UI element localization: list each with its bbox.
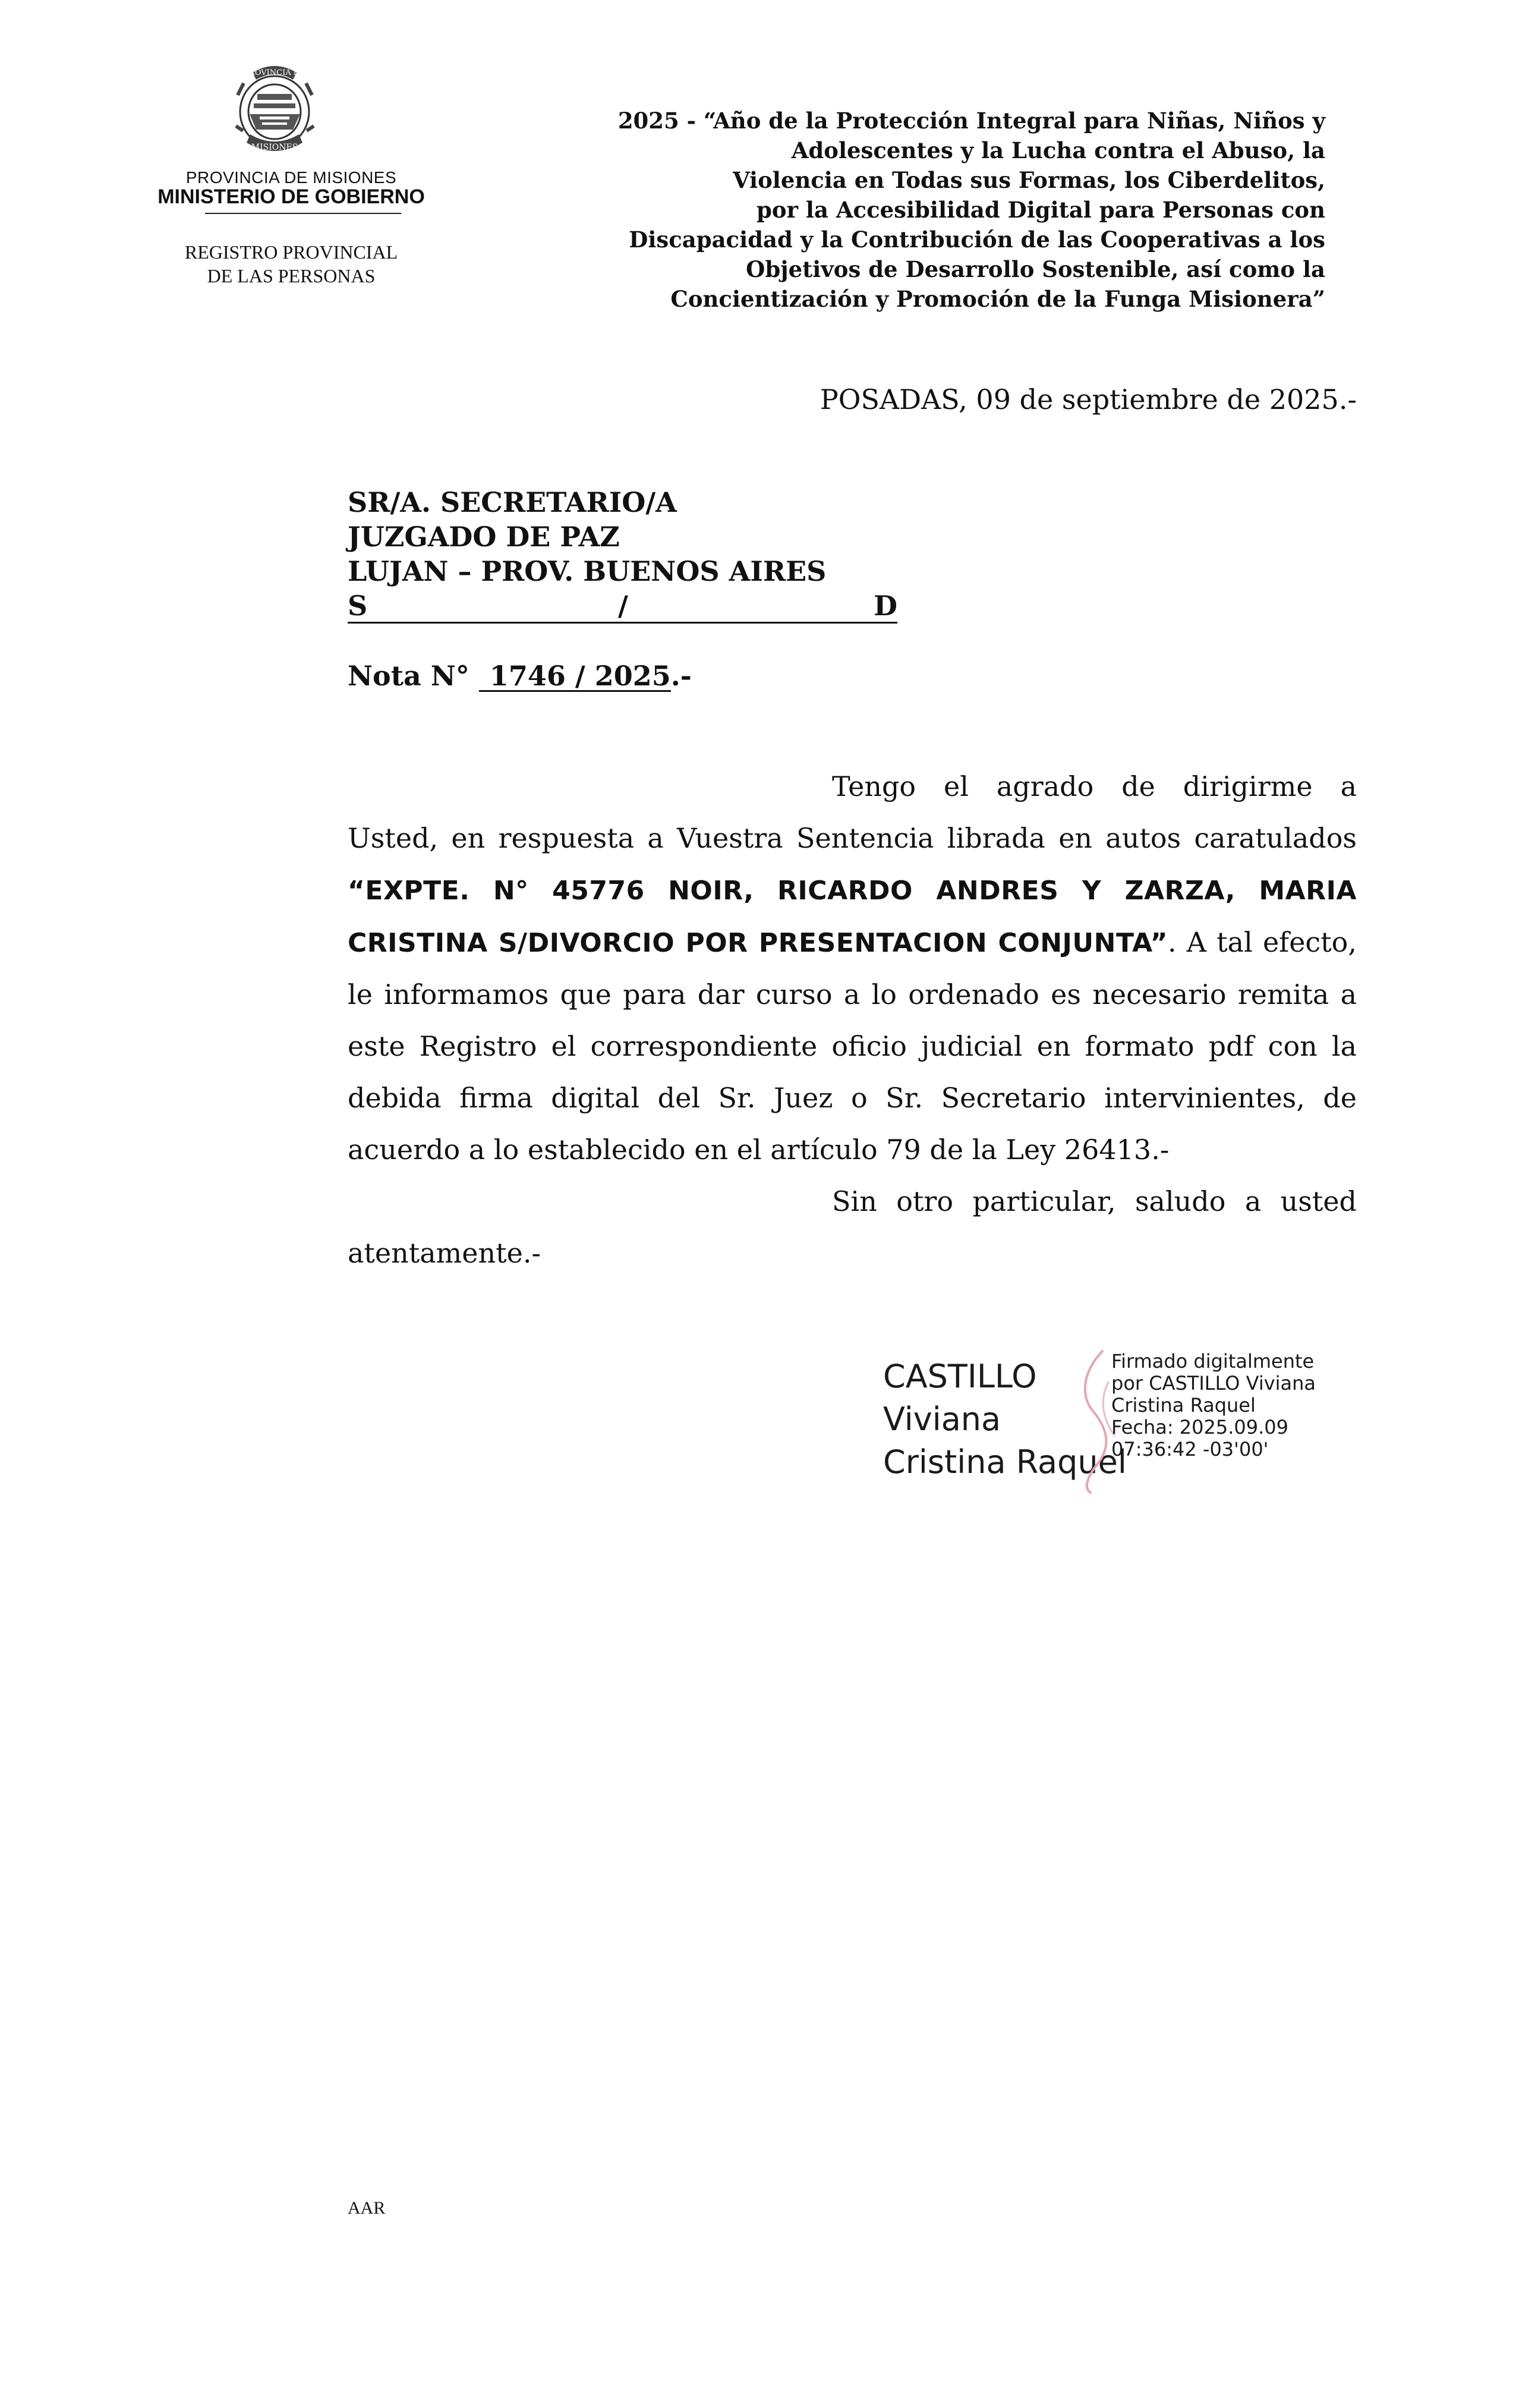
- motto-line: Objetivos de Desarrollo Sostenible, así como la: [746, 256, 1325, 282]
- seal-bottom-text: MISIONES: [251, 143, 298, 152]
- seal-top-text: PROVINCIA DE: [244, 68, 305, 77]
- sig-info-date: Fecha: 2025.09.09: [1111, 1416, 1288, 1438]
- sig-info-time: 07:36:42 -03'00': [1111, 1438, 1269, 1460]
- note-suffix: .-: [670, 660, 692, 692]
- year-motto: [535, 106, 1325, 314]
- motto-line: Concientización y Promoción de la Funga Misionera”: [670, 286, 1325, 312]
- addressee-location: LUJAN – PROV. BUENOS AIRES: [348, 555, 827, 587]
- typist-initials: AAR: [348, 2198, 386, 2218]
- su-despacho-line: [348, 590, 897, 624]
- motto-line: Discapacidad y la Contribución de las Cooperativas a los: [629, 226, 1325, 253]
- letterhead-ministry: MINISTERIO DE GOBIERNO: [157, 185, 425, 208]
- body-intro: Tengo el agrado de dirigirme a Usted, en respuesta a Vuestra Sentencia librada en autos caratulados: [348, 770, 1357, 854]
- case-title: “EXPTE. N° 45776 NOIR, RICARDO ANDRES Y ZARZA, MARIA CRISTINA S/DIVORCIO POR PRESENTACION CONJUNTA”: [348, 876, 1357, 958]
- digital-signature-details: [1111, 1351, 1316, 1460]
- addressee-title: SR/A. SECRETARIO/A: [348, 486, 677, 518]
- signer-surname: CASTILLO: [883, 1358, 1037, 1395]
- signer-first-name: Viviana: [883, 1400, 1001, 1438]
- sig-info-line: Cristina Raquel: [1111, 1394, 1256, 1417]
- place-date: POSADAS, 09 de septiembre de 2025.-: [820, 383, 1357, 416]
- note-number: 1746 / 2025: [479, 662, 671, 692]
- sd-s: S: [348, 590, 368, 622]
- body-request: . A tal efecto, le informamos que para dar curso a lo ordenado es necesario remita a este Registro el correspondiente oficio judicial en formato pdf con la debida firma digital del Sr. Juez o Sr. Secretario intervinientes, de acuerdo a lo establecido en el artículo 79 de la Ley 26413.-: [348, 926, 1357, 1166]
- provincial-seal-logo: [223, 59, 327, 160]
- sig-info-line: por CASTILLO Viviana: [1111, 1372, 1316, 1395]
- motto-line: por la Accesibilidad Digital para Personas con: [757, 197, 1325, 223]
- body-paragraph: [348, 761, 1357, 1176]
- addressee-court: JUZGADO DE PAZ: [348, 521, 620, 553]
- motto-line: Violencia en Todas sus Formas, los Ciberdelitos,: [732, 167, 1325, 193]
- signer-middle-names: Cristina Raquel: [883, 1443, 1127, 1481]
- note-label: Nota N°: [348, 660, 469, 692]
- sd-d: D: [874, 590, 897, 622]
- letterhead-province: PROVINCIA DE MISIONES: [185, 168, 397, 187]
- closing-paragraph: Sin otro particular, saludo a usted atentamente.-: [348, 1185, 1357, 1269]
- note-reference: [348, 660, 692, 692]
- sig-info-line: Firmado digitalmente: [1111, 1350, 1315, 1373]
- letterhead-registry-persons: DE LAS PERSONAS: [207, 265, 376, 287]
- letterhead-registry: REGISTRO PROVINCIAL: [184, 241, 398, 263]
- letterhead-divider: [205, 213, 401, 214]
- sd-slash: /: [618, 590, 628, 622]
- motto-line: 2025 - “Año de la Protección Integral para Niñas, Niños y: [617, 108, 1325, 134]
- motto-line: Adolescentes y la Lucha contra el Abuso, la: [791, 137, 1325, 163]
- letter-body: [348, 761, 1357, 1279]
